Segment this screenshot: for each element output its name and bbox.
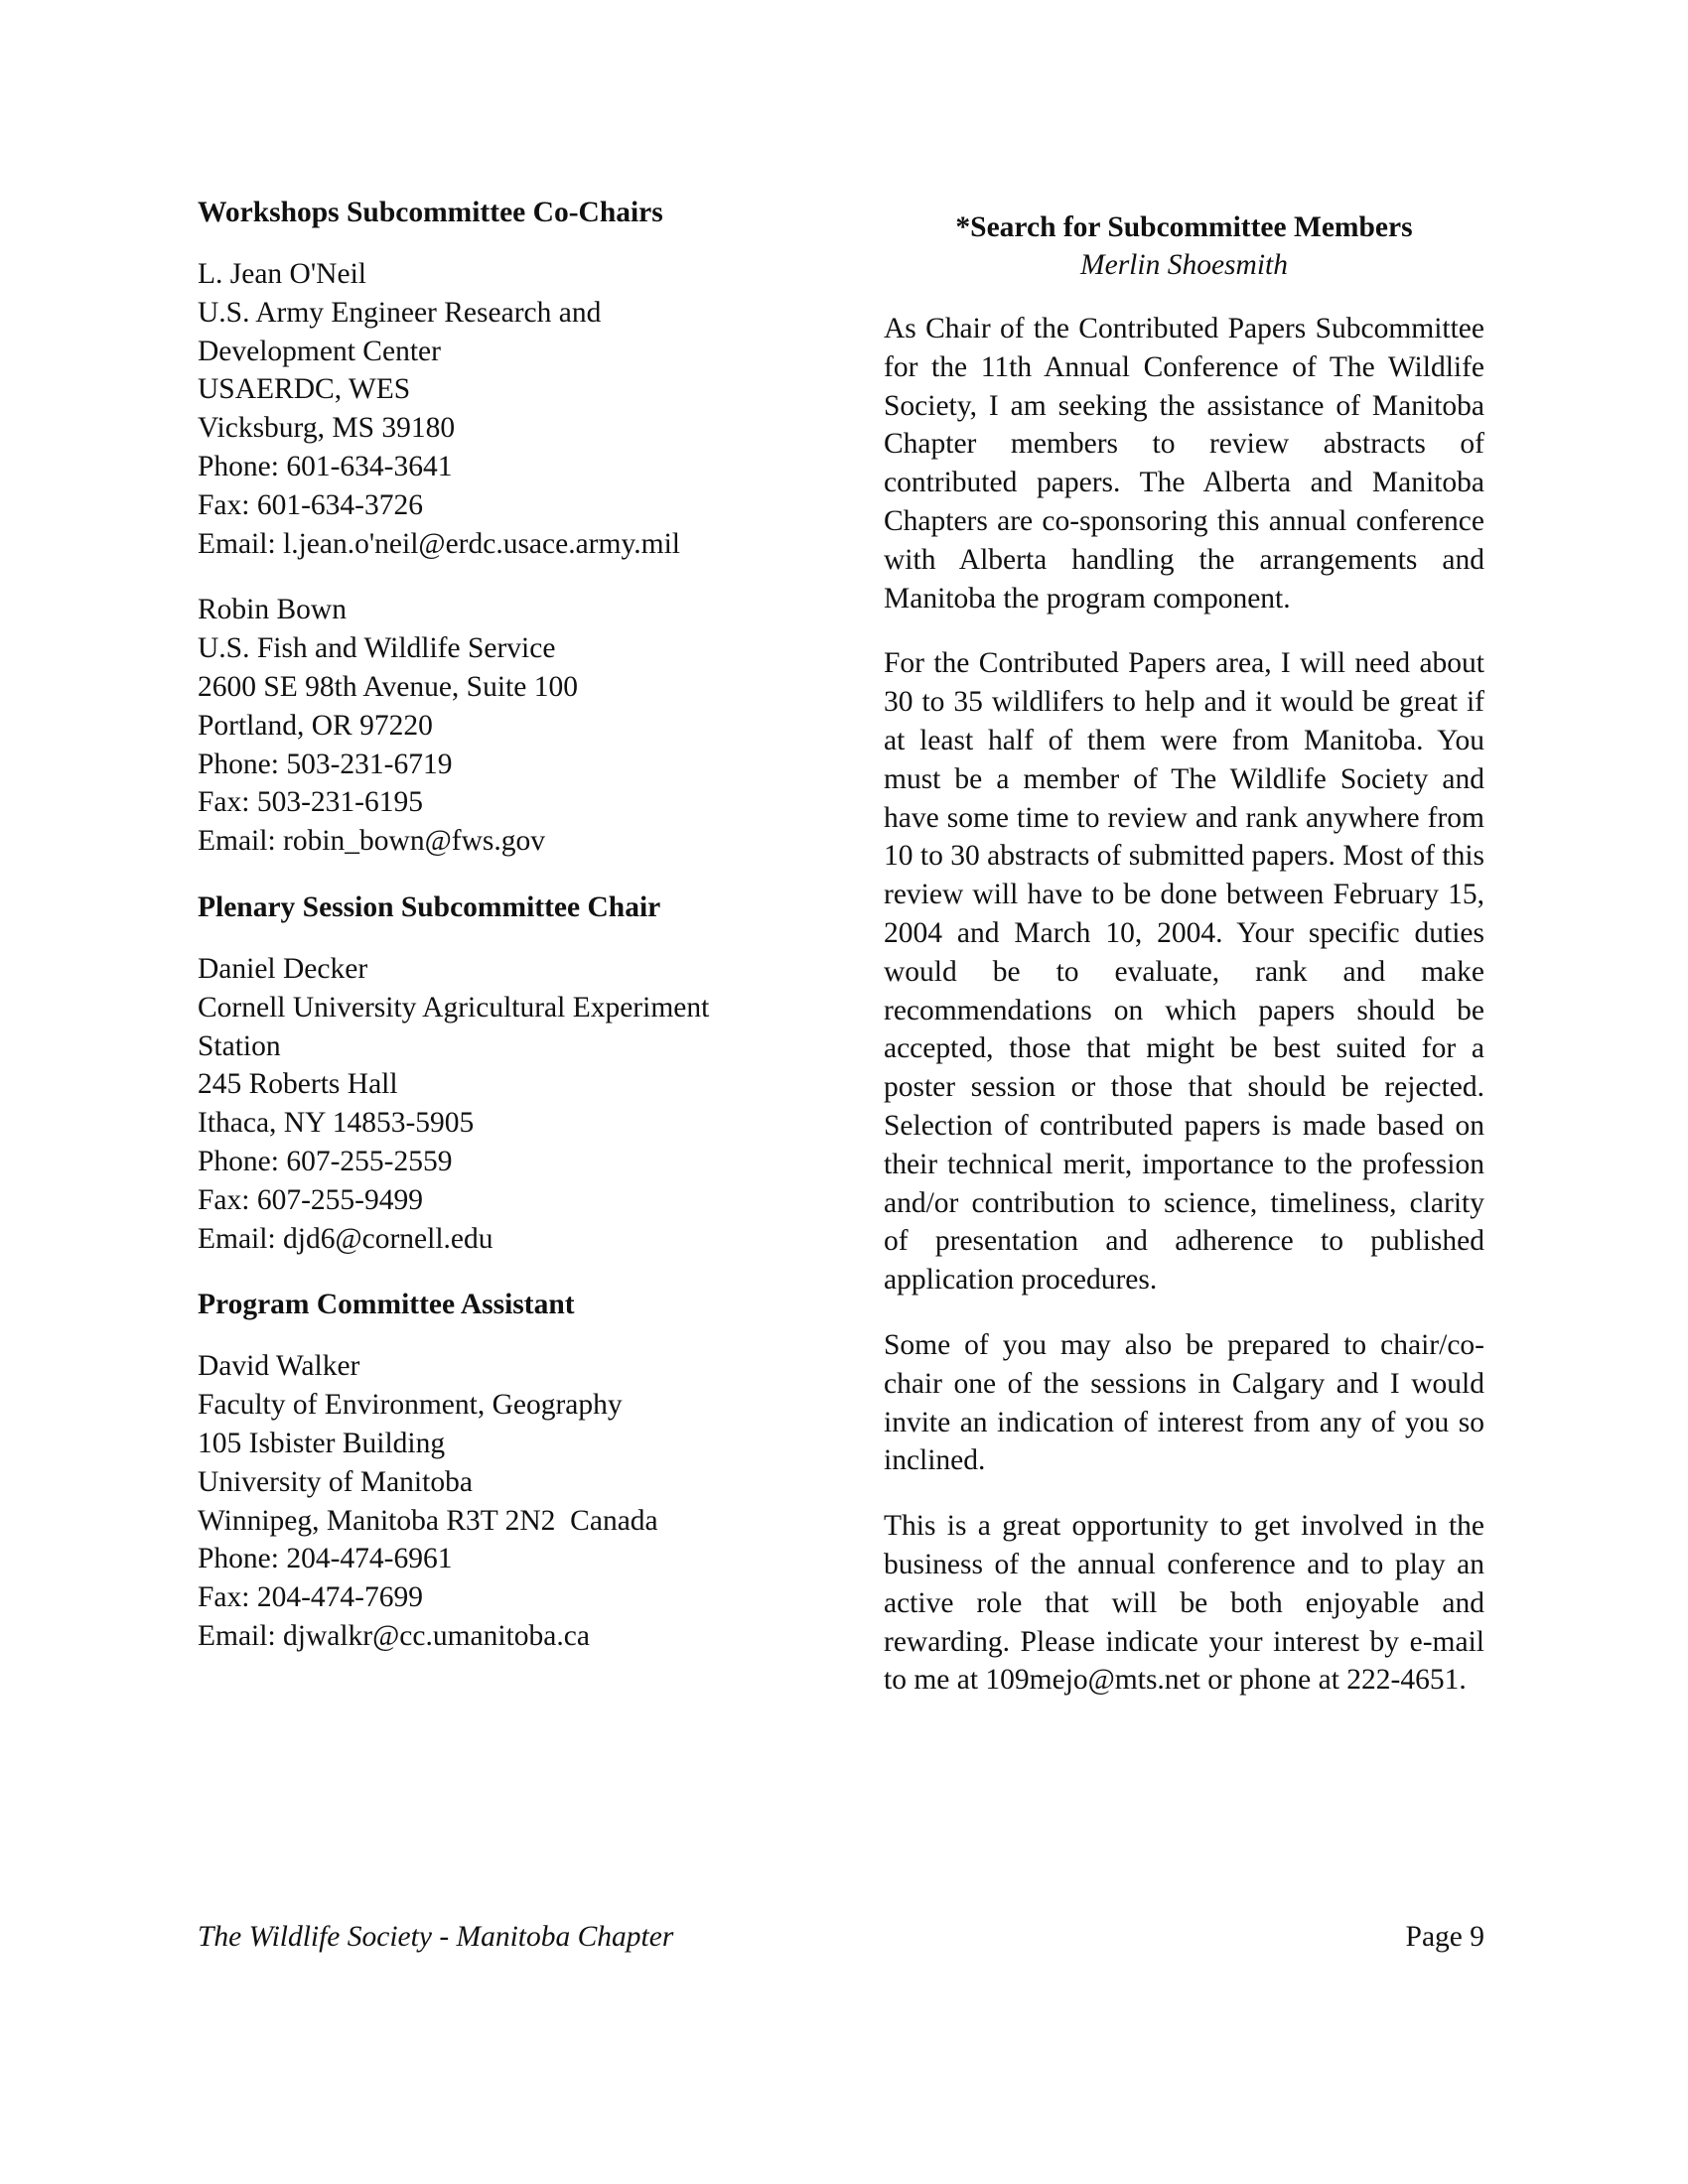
- contact-block-walker: [198, 1347, 813, 1655]
- contact-line: University of Manitoba: [198, 1465, 473, 1498]
- contact-line: Winnipeg, Manitoba R3T 2N2 Canada: [198, 1504, 658, 1537]
- contact-email: Email: robin_bown@fws.gov: [198, 825, 545, 858]
- contact-phone: Phone: 601-634-3641: [198, 450, 453, 482]
- contact-email: Email: djwalkr@cc.umanitoba.ca: [198, 1619, 590, 1652]
- right-column: [884, 208, 1484, 1726]
- left-column: [198, 194, 813, 1684]
- article-paragraph: This is a great opportunity to get involved in the business of the annual conference and to play an active role that will be both enjoyable and rewarding. Please indicate your interest by e-mail to me at 109mejo@mts.net or phone at 222-4651.: [884, 1510, 1484, 1697]
- contact-fax: Fax: 204-474-7699: [198, 1581, 423, 1614]
- footer-publication: The Wildlife Society - Manitoba Chapter: [198, 1921, 674, 1953]
- contact-phone: Phone: 503-231-6719: [198, 748, 453, 780]
- contact-line: Development Center: [198, 335, 441, 367]
- article-paragraph: As Chair of the Contributed Papers Subcommittee for the 11th Annual Conference of The Wildlife Society, I am seeking the assistance of Manitoba Chapter members to review abstracts of contributed papers. The Alberta and Manitoba Chapters are co-sponsoring this annual conference with Alberta handling the arrangements and Manitoba the program component.: [884, 313, 1484, 614]
- contact-line: Portland, OR 97220: [198, 709, 433, 742]
- contact-line: L. Jean O'Neil: [198, 258, 366, 290]
- contact-line: U.S. Army Engineer Research and: [198, 296, 602, 329]
- contact-line: 245 Roberts Hall: [198, 1068, 398, 1101]
- contact-line: Station: [198, 1029, 281, 1062]
- article-paragraph: For the Contributed Papers area, I will need about 30 to 35 wildlifers to help and it would be great if at least half of them were from Manitoba. You must be a member of The Wildlife Society and have some time to review and rank anywhere from 10 to 30 abstracts of submitted papers. Most of this review will have to be done between February 15, 2004 and March 10, 2004. Your specific duties would be to evaluate, rank and make recommendations on which papers should be accepted, those that might be best suited for a poster session or those that should be rejected. Selection of contributed papers is made based on their technical merit, importance to the profession and/or contribution to science, timeliness, clarity of presentation and adherence to published application procedures.: [884, 647, 1484, 1297]
- contact-fax: Fax: 601-634-3726: [198, 488, 423, 521]
- section-heading-workshops: Workshops Subcommittee Co-Chairs: [198, 197, 663, 228]
- section-heading-program-assistant: Program Committee Assistant: [198, 1289, 575, 1321]
- footer-page-number: Page 9: [1405, 1921, 1484, 1953]
- contact-line: USAERDC, WES: [198, 373, 411, 406]
- contact-line: Cornell University Agricultural Experiment: [198, 991, 710, 1024]
- article-paragraph: Some of you may also be prepared to chair/co-chair one of the sessions in Calgary and I would invite an indication of interest from any of you so inclined.: [884, 1328, 1484, 1477]
- contact-line: Daniel Decker: [198, 952, 368, 985]
- contact-line: Vicksburg, MS 39180: [198, 412, 456, 445]
- contact-line: U.S. Fish and Wildlife Service: [198, 632, 556, 665]
- contact-line: 105 Isbister Building: [198, 1427, 446, 1459]
- article-author: Merlin Shoesmith: [1080, 249, 1288, 281]
- contact-block-bown: [198, 591, 813, 861]
- contact-block-decker: [198, 950, 813, 1258]
- contact-fax: Fax: 503-231-6195: [198, 786, 423, 819]
- contact-email: Email: l.jean.o'neil@erdc.usace.army.mil: [198, 527, 681, 560]
- contact-phone: Phone: 204-474-6961: [198, 1543, 453, 1575]
- contact-line: Faculty of Environment, Geography: [198, 1389, 623, 1422]
- contact-line: Ithaca, NY 14853-5905: [198, 1107, 475, 1140]
- contact-fax: Fax: 607-255-9499: [198, 1183, 423, 1216]
- section-heading-plenary: Plenary Session Subcommittee Chair: [198, 890, 661, 923]
- contact-block-oneil: [198, 255, 813, 563]
- contact-email: Email: djd6@cornell.edu: [198, 1222, 493, 1255]
- article-title: *Search for Subcommittee Members: [955, 211, 1413, 243]
- contact-line: Robin Bown: [198, 594, 347, 626]
- contact-line: 2600 SE 98th Avenue, Suite 100: [198, 670, 578, 703]
- contact-phone: Phone: 607-255-2559: [198, 1145, 453, 1177]
- contact-line: David Walker: [198, 1350, 360, 1383]
